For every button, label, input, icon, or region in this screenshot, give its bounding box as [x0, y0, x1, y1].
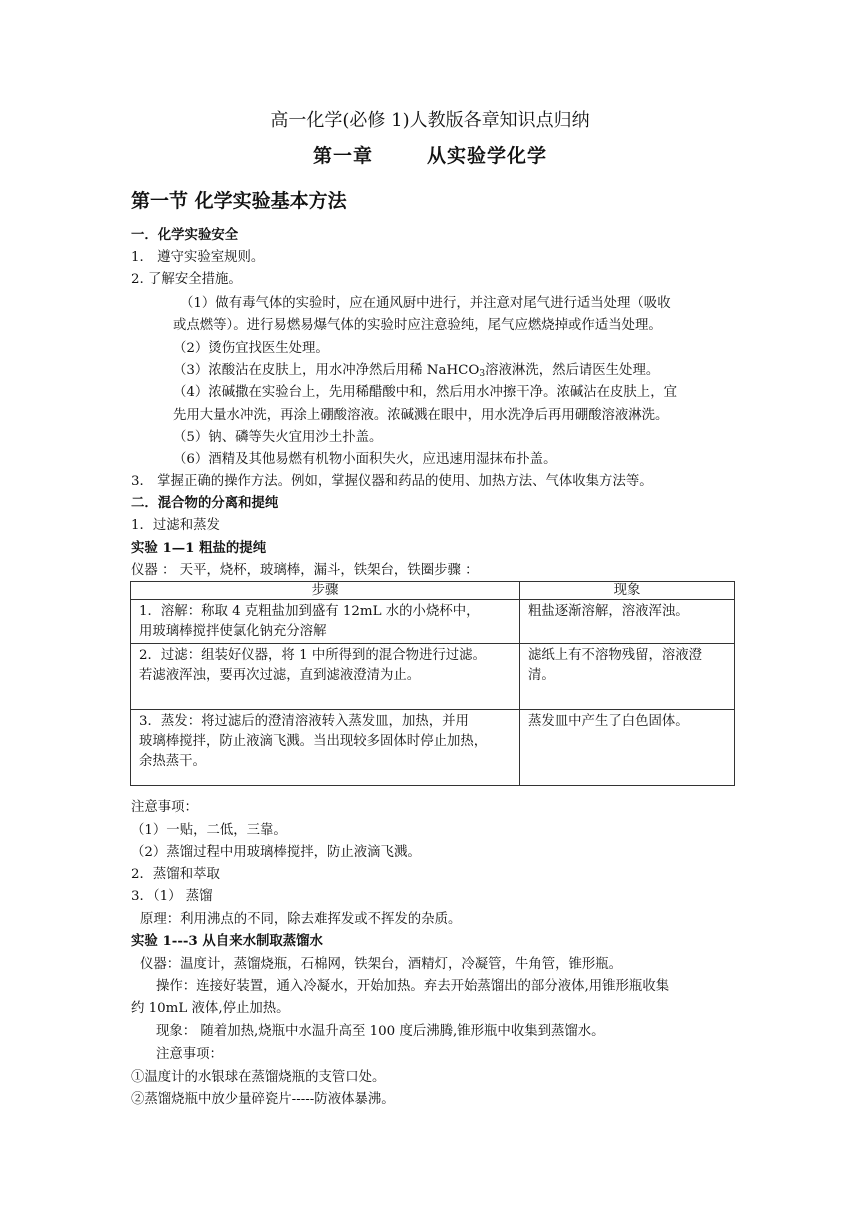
- table-row: [131, 644, 735, 710]
- text-line: （2）烫伤宜找医生处理。: [173, 341, 329, 356]
- text-line: 1．过滤和蒸发: [131, 518, 220, 533]
- cell-line: 清。: [528, 668, 555, 683]
- cell-line: 2．过滤：组装好仪器，将 1 中所得到的混合物进行过滤。: [139, 648, 486, 663]
- cell-line: 用玻璃棒搅拌使氯化钠充分溶解: [139, 624, 327, 639]
- text-line: （6）酒精及其他易燃有机物小面积失火，应迅速用湿抹布扑盖。: [173, 452, 557, 467]
- text-line: [173, 361, 659, 380]
- cell-line: 3．蒸发：将过滤后的澄清溶液转入蒸发皿，加热，并用: [139, 714, 469, 729]
- text-line: 先用大量水冲洗，再涂上硼酸溶液。浓碱溅在眼中，用水洗净后再用硼酸溶液淋洗。: [173, 408, 669, 423]
- phenomenon-cell: [520, 600, 735, 644]
- text-line: （5）钠、磷等失火宜用沙土扑盖。: [173, 430, 383, 445]
- cell-line: 余热蒸干。: [139, 754, 206, 769]
- chapter-name: 从实验学化学: [427, 145, 548, 167]
- step-cell: [131, 644, 520, 710]
- text-line: ①温度计的水银球在蒸馏烧瓶的支管口处。: [131, 1070, 386, 1085]
- cell-line: 蒸发皿中产生了白色固体。: [528, 714, 689, 729]
- section-heading: 第一节 化学实验基本方法: [131, 190, 347, 212]
- experiment-heading: 实验 1—1 粗盐的提纯: [131, 540, 267, 556]
- table-row: [131, 710, 735, 786]
- step-cell: [131, 600, 520, 644]
- text-line: 3．（1） 蒸馏: [131, 889, 213, 904]
- table-header-row: [131, 582, 735, 600]
- text-line: 仪器 ： 天平，烧杯，玻璃棒，漏斗，铁架台，铁圈步骤 ：: [131, 563, 479, 578]
- heading-separation: 二．混合物的分离和提纯: [131, 495, 279, 511]
- phenomenon-cell: [520, 710, 735, 786]
- text-line: 操作：连接好装置，通入冷凝水，开始加热。弃去开始蒸馏出的部分液体,用锥形瓶收集: [156, 979, 670, 994]
- text-line: 现象： 随着加热,烧瓶中水温升高至 100 度后沸腾,锥形瓶中收集到蒸馏水。: [156, 1024, 605, 1039]
- experiment-table: [130, 581, 735, 786]
- text-line: 2．蒸馏和萃取: [131, 867, 220, 882]
- text-line: （1）做有毒气体的实验时，应在通风厨中进行，并注意对尾气进行适当处理（吸收: [180, 296, 671, 311]
- cell-line: 若滤液浑浊，要再次过滤，直到滤液澄清为止。: [139, 668, 421, 683]
- text-line: 1． 遵守实验室规则。: [131, 250, 265, 265]
- text-line: 3． 掌握正确的操作方法。例如，掌握仪器和药品的使用、加热方法、气体收集方法等。: [131, 474, 653, 489]
- subscript: 3: [479, 369, 486, 379]
- cell-line: 1．溶解：称取 4 克粗盐加到盛有 12mL 水的小烧杯中，: [139, 604, 480, 619]
- phenomenon-cell: [520, 644, 735, 710]
- chapter-heading: [0, 141, 860, 168]
- text-line: 或点燃等）。进行易燃易爆气体的实验时应注意验纯，尾气应燃烧掉或作适当处理。: [173, 318, 662, 333]
- text-line: 注意事项：: [131, 800, 198, 815]
- experiment-heading: 实验 1---3 从自来水制取蒸馏水: [131, 933, 323, 949]
- text-line: 仪器：温度计，蒸馏烧瓶，石棉网，铁架台，酒精灯，冷凝管，牛角管，锥形瓶。: [140, 957, 623, 972]
- table-header: 步骤: [131, 582, 520, 600]
- table-row: [131, 600, 735, 644]
- heading-lab-safety: 一．化学实验安全: [131, 227, 239, 243]
- cell-line: 滤纸上有不溶物残留，溶液澄: [528, 648, 703, 663]
- text-segment: 溶液淋洗，然后请医生处理。: [485, 363, 660, 378]
- text-line: 原理：利用沸点的不同，除去难挥发或不挥发的杂质。: [140, 912, 462, 927]
- table-header: 现象: [520, 582, 735, 600]
- text-line: 注意事项：: [156, 1047, 223, 1062]
- text-line: （4）浓碱撒在实验台上，先用稀醋酸中和，然后用水冲擦干净。浓碱沾在皮肤上，宜: [173, 385, 677, 400]
- step-cell: [131, 710, 520, 786]
- text-line: ②蒸馏烧瓶中放少量碎瓷片-----防液体暴沸。: [131, 1092, 395, 1107]
- cell-line: 粗盐逐渐溶解，溶液浑浊。: [528, 604, 689, 619]
- text-line: （1）一贴，二低，三靠。: [131, 823, 287, 838]
- text-segment: （3）浓酸沾在皮肤上，用水冲净然后用稀 NaHCO: [173, 363, 480, 378]
- text-line: （2）蒸馏过程中用玻璃棒搅拌，防止液滴飞溅。: [131, 845, 421, 860]
- text-line: 2. 了解安全措施。: [131, 272, 242, 287]
- cell-line: 玻璃棒搅拌，防止液滴飞溅。当出现较多固体时停止加热，: [139, 734, 488, 749]
- chapter-number: 第一章: [312, 145, 373, 167]
- document-title: 高一化学(必修 1)人教版各章知识点归纳: [270, 110, 590, 131]
- text-line: 约 10mL 液体,停止加热。: [131, 1001, 290, 1016]
